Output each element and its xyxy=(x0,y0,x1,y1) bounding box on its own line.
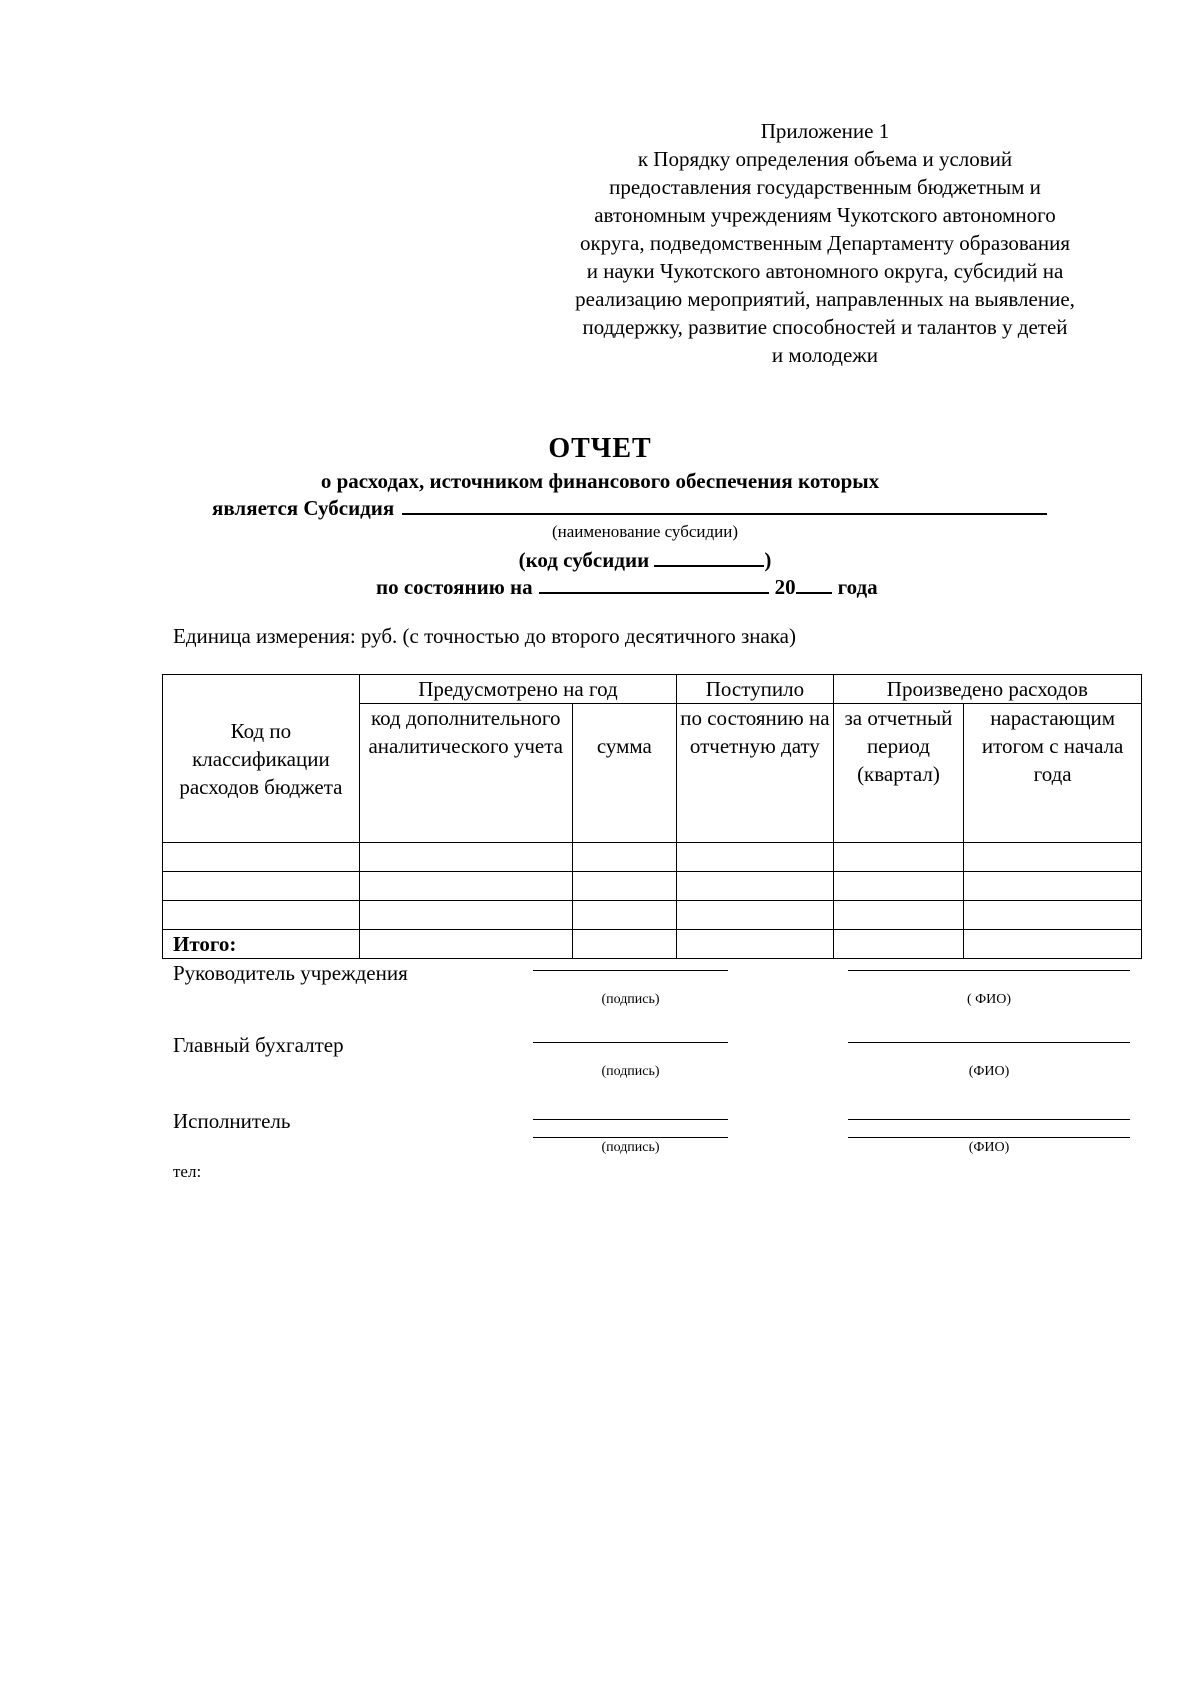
accountant-name-caption: (ФИО) xyxy=(968,1064,1010,1079)
head-signature-field[interactable] xyxy=(533,970,728,971)
date-label: по состоянию на xyxy=(376,575,533,599)
header-spent-period: за отчетный период (квартал) xyxy=(833,704,964,843)
table-cell[interactable] xyxy=(359,872,572,901)
table-cell[interactable] xyxy=(833,901,964,930)
head-name-caption: ( ФИО) xyxy=(966,992,1012,1007)
table-cell[interactable] xyxy=(163,901,360,930)
subsidy-name-caption: (наименование субсидии) xyxy=(551,522,739,541)
table-cell[interactable] xyxy=(359,901,572,930)
chief-accountant-label: Главный бухгалтер xyxy=(173,1033,344,1057)
head-name-field[interactable] xyxy=(848,970,1130,971)
executor-name-field[interactable] xyxy=(848,1119,1130,1120)
table-cell[interactable] xyxy=(833,843,964,872)
head-of-institution-label: Руководитель учреждения xyxy=(173,961,408,985)
subsidy-name-row xyxy=(212,495,1047,521)
report-title: ОТЧЕТ xyxy=(548,433,652,464)
table-cell[interactable] xyxy=(359,843,572,872)
header-spent: Произведено расходов xyxy=(833,675,1141,704)
executor-signature-underline xyxy=(533,1137,728,1138)
appendix-line: Приложение 1 xyxy=(760,119,890,143)
total-cell[interactable] xyxy=(964,930,1142,959)
appendix-line: предоставления государственным бюджетным и xyxy=(609,175,1041,199)
appendix-line: реализацию мероприятий, направленных на выявление, xyxy=(575,287,1075,311)
subsidy-label: является Субсидия xyxy=(212,496,395,520)
table-cell[interactable] xyxy=(572,901,676,930)
header-planned-sum: сумма xyxy=(572,704,676,843)
subsidy-name-field[interactable] xyxy=(402,495,1047,515)
accountant-name-field[interactable] xyxy=(848,1042,1130,1043)
table-cell[interactable] xyxy=(964,843,1142,872)
executor-signature-field[interactable] xyxy=(533,1119,728,1120)
subsidy-code-label: (код субсидии xyxy=(518,548,650,572)
report-subtitle: о расходах, источником финансового обеспечения которых xyxy=(320,469,880,493)
report-date-row xyxy=(376,574,878,600)
table-cell[interactable] xyxy=(163,843,360,872)
executor-signature-caption: (подпись) xyxy=(601,1140,660,1155)
unit-of-measure: Единица измерения: руб. (с точностью до второго десятичного знака) xyxy=(173,624,796,648)
table-cell[interactable] xyxy=(677,901,834,930)
appendix-line: округа, подведомственным Департаменту образования xyxy=(579,231,1071,255)
total-cell[interactable] xyxy=(833,930,964,959)
table-cell[interactable] xyxy=(964,901,1142,930)
appendix-line: поддержку, развитие способностей и талантов у детей xyxy=(582,315,1068,339)
subsidy-code-close: ) xyxy=(764,548,772,572)
header-planned: Предусмотрено на год xyxy=(359,675,676,704)
table-cell[interactable] xyxy=(572,872,676,901)
header-received-date: по состоянию на отчетную дату xyxy=(677,704,834,843)
table-cell[interactable] xyxy=(964,872,1142,901)
subsidy-code-field[interactable] xyxy=(654,547,764,567)
appendix-line: и науки Чукотского автономного округа, субсидий на xyxy=(586,259,1064,283)
table-cell[interactable] xyxy=(677,872,834,901)
total-cell[interactable] xyxy=(572,930,676,959)
accountant-signature-caption: (подпись) xyxy=(601,1064,660,1079)
executor-name-underline xyxy=(848,1137,1130,1138)
appendix-line: автономным учреждениям Чукотского автономного xyxy=(594,203,1056,227)
date-year-prefix: 20 xyxy=(774,575,796,599)
accountant-signature-field[interactable] xyxy=(533,1042,728,1043)
appendix-line: и молодежи xyxy=(771,343,879,367)
table-row xyxy=(163,872,1142,901)
total-row xyxy=(163,930,1142,959)
total-cell[interactable] xyxy=(359,930,572,959)
table-row xyxy=(163,843,1142,872)
date-field[interactable] xyxy=(539,574,769,594)
table-cell[interactable] xyxy=(677,843,834,872)
expense-table xyxy=(162,674,1142,959)
phone-label: тел: xyxy=(173,1162,202,1181)
date-year-suffix: года xyxy=(837,575,878,599)
subsidy-code-row xyxy=(0,547,1200,573)
table-cell[interactable] xyxy=(163,872,360,901)
table-cell[interactable] xyxy=(833,872,964,901)
table-row xyxy=(163,901,1142,930)
total-label: Итого: xyxy=(163,930,360,959)
head-signature-caption: (подпись) xyxy=(601,992,660,1007)
header-kbk: Код по классификации расходов бюджета xyxy=(163,675,360,843)
table-cell[interactable] xyxy=(572,843,676,872)
header-received: Поступило xyxy=(677,675,834,704)
executor-name-caption: (ФИО) xyxy=(968,1140,1010,1155)
total-cell[interactable] xyxy=(677,930,834,959)
appendix-block xyxy=(530,117,1120,369)
header-spent-ytd: нарастающим итогом с начала года xyxy=(964,704,1142,843)
header-planned-code: код дополнительного аналитического учета xyxy=(359,704,572,843)
appendix-line: к Порядку определения объема и условий xyxy=(637,147,1013,171)
executor-label: Исполнитель xyxy=(173,1109,291,1133)
year-field[interactable] xyxy=(796,574,832,594)
